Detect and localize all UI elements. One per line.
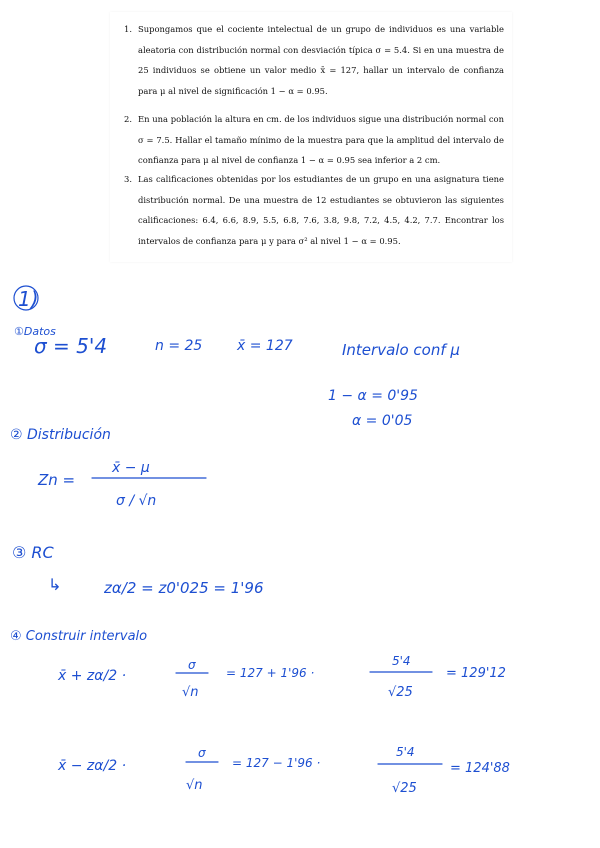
upper-frac-den: √n: [182, 685, 199, 700]
problem-number: 1.: [124, 24, 132, 34]
upper-left: x̄ + zα/2 ·: [58, 668, 127, 684]
lower-num2: 5'4: [396, 745, 415, 759]
confidence-level: 1 − α = 0'95: [328, 388, 418, 404]
problem-text: En una población la altura en cm. de los individuos sigue una distribución normal con σ = 7.5. Hallar el tamaño mínimo de la muestra para que la amplitud del intervalo de confianza para μ al nivel de confianza 1 − α = 0.95 sea inferior a 2 cm.: [138, 114, 504, 166]
sigma-value: σ = 5'4: [34, 334, 108, 358]
zn-lhs: Zn =: [38, 471, 76, 489]
problem-text: Supongamos que el cociente intelectual de un grupo de individuos es una variable aleatoria con distribución normal con desviación típica σ = 5.4. Si en una muestra de 25 individuos se obtiene un valor medio x̄ = 127, hallar un intervalo de confianza para μ al nivel de significación 1 − α = 0.95.: [138, 24, 504, 96]
rc-expression: zα/2 = z0'025 = 1'96: [104, 579, 264, 597]
problem-number: 3.: [124, 174, 132, 184]
sample-size: n = 25: [155, 338, 203, 354]
problem-number: 2.: [124, 114, 132, 124]
lower-den2: √25: [392, 781, 417, 796]
upper-frac-num: σ: [188, 658, 196, 672]
zn-denominator: σ / √n: [116, 493, 157, 509]
sample-mean: x̄ = 127: [237, 338, 293, 354]
upper-result: = 129'12: [446, 666, 506, 681]
lower-mid: = 127 − 1'96 ·: [232, 756, 321, 770]
step4-label: ④ Construir intervalo: [10, 629, 148, 644]
step3-arrow: ↳: [48, 575, 62, 594]
upper-num2: 5'4: [392, 654, 411, 668]
goal-text: Intervalo conf μ: [342, 341, 460, 359]
lower-frac-den: √n: [186, 778, 203, 793]
upper-den2: √25: [388, 685, 413, 700]
alpha-value: α = 0'05: [352, 413, 413, 429]
step1-label: ①Datos: [14, 325, 56, 338]
lower-frac-num: σ: [198, 746, 206, 760]
step2-label: ② Distribución: [10, 427, 111, 443]
zn-numerator: x̄ − μ: [112, 460, 150, 476]
step3-label: ③ RC: [12, 543, 54, 562]
lower-left: x̄ − zα/2 ·: [58, 758, 127, 774]
problem-text: Las calificaciones obtenidas por los estudiantes de un grupo en una asignatura tiene distribución normal. De una muestra de 12 estudiantes se obtuvieron las siguientes calificaciones: 6.4, 6.6, 8.9, 5.5, 6.8, 7.6, 3.8, 9.8, 7.2, 4.5, 4.2, 7.7. Encontrar los intervalos de confianza para μ y para σ² al nivel 1 − α = 0.95.: [138, 174, 504, 246]
problem-mark: 1): [18, 287, 39, 311]
lower-result: = 124'88: [450, 761, 510, 776]
upper-mid: = 127 + 1'96 ·: [226, 666, 315, 680]
